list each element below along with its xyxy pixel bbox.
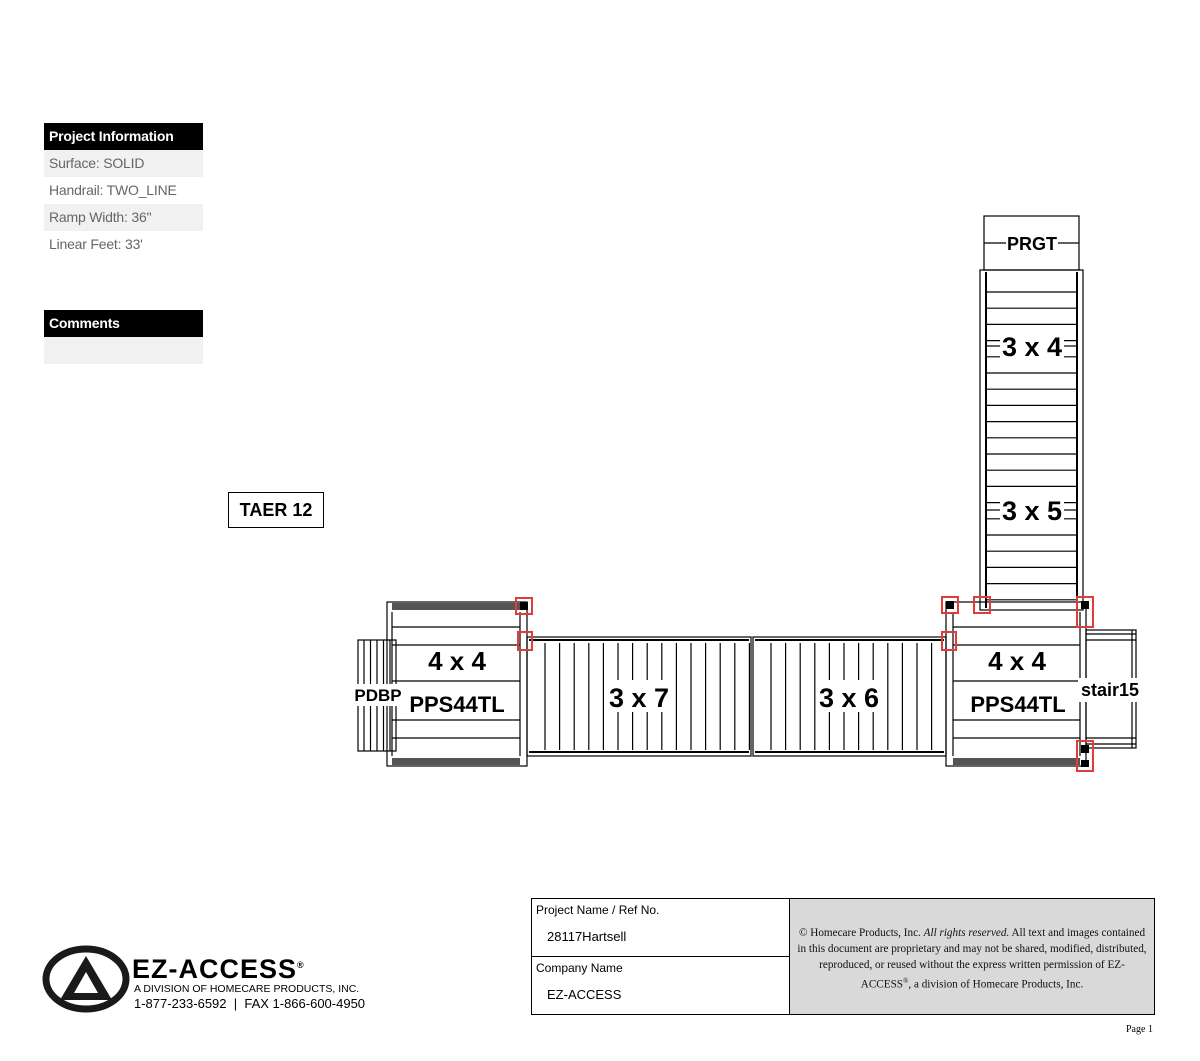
copyright-text-c: , a division of Homecare Products, Inc. <box>908 978 1084 991</box>
prgt-label: PRGT <box>1006 234 1058 254</box>
ramp-3x4-label: 3 x 4 <box>1001 332 1063 362</box>
project-name-value: 28117Hartsell <box>547 929 627 944</box>
left-platform-code-label: PPS44TL <box>409 692 505 717</box>
project-name-caption: Project Name / Ref No. <box>536 903 660 917</box>
comments-heading: Comments <box>44 310 203 337</box>
connector-brackets <box>516 597 1093 771</box>
company-name-value: EZ-ACCESS <box>547 987 622 1002</box>
ez-access-logo-icon <box>46 949 126 1009</box>
copyright-emphasis: All rights reserved. <box>923 927 1010 939</box>
logo-registered: ® <box>297 960 305 970</box>
title-block <box>531 898 1155 1015</box>
stair15-label: stair15 <box>1080 680 1140 700</box>
copyright-notice <box>790 899 1154 1014</box>
left-platform-size-label: 4 x 4 <box>428 646 486 676</box>
connector-bracket <box>942 632 956 650</box>
company-name-cell <box>532 957 789 1014</box>
logo-wordmark <box>132 954 305 985</box>
ramp-3x5-label: 3 x 5 <box>1001 496 1063 526</box>
copyright-registered: ® <box>903 977 909 985</box>
ramp-width-row: Ramp Width: 36" <box>44 204 203 231</box>
vertical-ramp <box>980 270 1083 610</box>
handrail-row: Handrail: TWO_LINE <box>49 182 177 198</box>
right-platform-size-label: 4 x 4 <box>988 646 1046 676</box>
right-platform-slats <box>953 627 1080 738</box>
logo-phone: 1-877-233-6592 | FAX 1-866-600-4950 <box>134 996 366 1011</box>
linear-feet-row: Linear Feet: 33' <box>49 236 143 252</box>
project-name-cell <box>532 899 789 957</box>
project-information-heading: Project Information <box>44 123 203 150</box>
taer-label: TAER 12 <box>228 492 324 528</box>
logo-division: A DIVISION OF HOMECARE PRODUCTS, INC. <box>134 983 360 995</box>
copyright-text-a: © Homecare Products, Inc. <box>798 927 924 939</box>
pdbp-label: PDBP <box>354 686 402 705</box>
company-name-caption: Company Name <box>536 961 623 975</box>
surface-row: Surface: SOLID <box>44 150 203 177</box>
connector-dots <box>520 601 1089 767</box>
right-platform-code-label: PPS44TL <box>970 692 1066 717</box>
left-platform-slats <box>392 627 520 738</box>
ramp-3x6-label: 3 x 6 <box>818 683 880 713</box>
project-company-cells <box>532 899 790 1014</box>
ramp-3x7-label: 3 x 7 <box>608 683 670 713</box>
copyright-text-b: All text and images contained in this document are proprietary and may not be shared, modified, distributed, reproduced, or reused without the express written permission of EZ-ACCESS <box>797 927 1147 991</box>
logo-name: EZ-ACCESS <box>132 954 298 984</box>
page-number: Page 1 <box>1126 1024 1153 1035</box>
